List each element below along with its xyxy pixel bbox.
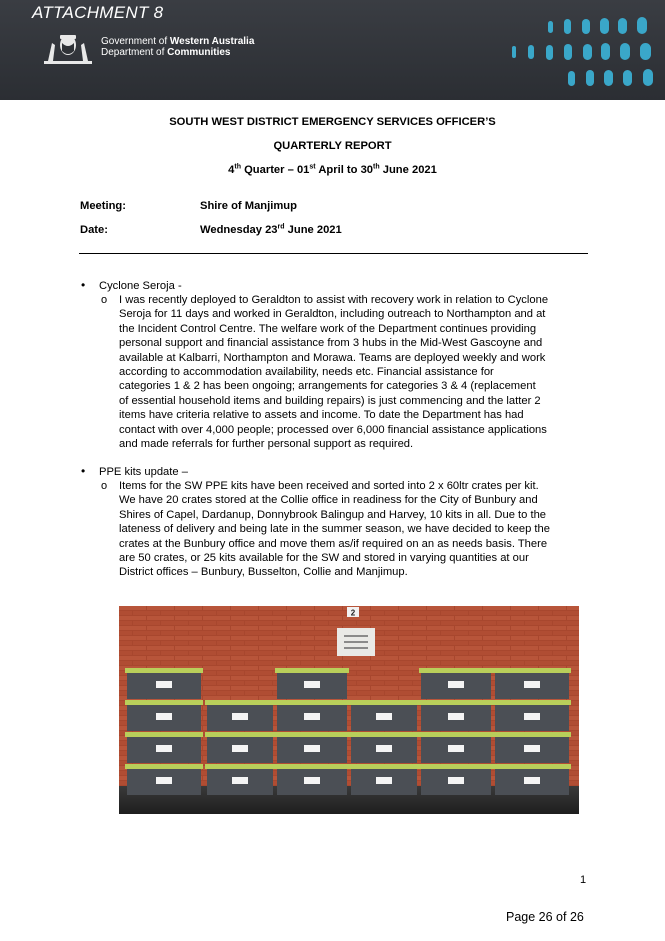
crate-lid [125,700,203,705]
report-quarter: 4th Quarter – 01st April to 30th June 2021 [228,163,437,176]
paragraph-line: and made referrals for further personal support as required. [119,438,414,451]
crate-label [156,681,172,688]
section-heading-ppe: PPE kits update – [99,466,188,478]
crate-label [448,777,464,784]
crate-lid [419,668,493,673]
crate-label [524,745,540,752]
attachment-label: ATTACHMENT 8 [32,3,164,22]
paragraph-line: contact with over 4,000 people; processed over 6,000 financial assistance applications [119,423,547,436]
crate-lid [125,732,203,737]
crate-lid [493,764,571,769]
sub-bullet-marker: o [101,480,108,492]
crate-lid [205,700,275,705]
paragraph-line: of essential household items and building repairs) is just commencing and the latter 2 [119,394,541,407]
paragraph-line: according to accommodation availability, needs etc. Financial assistance for [119,366,494,379]
paragraph-line: crates at the Bunbury office and move them as/if required on an as needs basis. There [119,537,548,550]
crate-label [524,713,540,720]
paragraph-line: Items for the SW PPE kits have been received and sorted into 2 x 60ltr crates per kit. [119,480,539,492]
crate-lid [125,764,203,769]
header-banner [0,0,665,100]
paragraph-line: Seroja for 11 days and worked in Geraldton, including outreach to Northampton and at [119,308,546,321]
paragraph-line: Shires of Capel, Dardanup, Donnybrook Balingup and Harvey, 10 kits in all. Due to the [119,508,547,521]
crate-label [156,745,172,752]
crate-label [156,777,172,784]
crate-label [376,713,392,720]
crate-lid [275,764,349,769]
bullet-marker: • [81,464,86,478]
crate-label [304,713,320,720]
crate-lid [349,764,419,769]
paragraph-line: District offices – Bunbury, Busselton, Collie and Manjimup. [119,566,408,579]
decorative-dots [0,0,665,100]
paragraph-line: the Incident Control Centre. The welfare work of the Department continues providing [119,322,537,335]
paragraph-line: I was recently deployed to Geraldton to assist with recovery work in relation to Cyclone [119,294,549,306]
crate-lid [205,764,275,769]
paragraph-line: are 50 crates, or 25 kits available for the SW and stored in varying quantities at our [119,552,529,565]
crate-lid [493,668,571,673]
door-number: 2 [350,608,356,618]
crate-lid [125,668,203,673]
crate-label [304,745,320,752]
crate-lid [493,700,571,705]
page-of-total: Page 26 of 26 [506,910,584,924]
cyclone-paragraph [119,293,587,451]
crate-label [304,777,320,784]
sub-bullet-marker: o [101,294,108,306]
paragraph-line: We have 20 crates stored at the Collie office in readiness for the City of Bunbury and [119,494,538,507]
meeting-label: Meeting: [80,200,126,212]
crate-lid [275,700,349,705]
paragraph-line: categories 1 & 2 has been ongoing; arrangements for categories 3 & 4 (replacement [119,380,536,393]
crate-label [376,745,392,752]
crate-label [304,681,320,688]
crate-lid [205,732,275,737]
crate-label [232,745,248,752]
crate-lid [419,732,493,737]
crate-label [524,681,540,688]
crate-label [232,777,248,784]
paragraph-line: lateness of delivery and being late in the summer season, we have decided to keep the [119,523,550,536]
crate-label [524,777,540,784]
report-title-line2: QUARTERLY REPORT [273,140,392,152]
paragraph-line: personal support and financial assistance from 3 hubs in the Mid-West Gascoyne and [119,337,543,350]
bullet-marker: • [81,278,86,292]
crate-label [156,713,172,720]
date-value: Wednesday 23rd June 2021 [200,223,342,236]
crate-label [376,777,392,784]
crate-lid [275,732,349,737]
date-label: Date: [80,224,108,236]
crate-lid [349,700,419,705]
divider [79,253,588,254]
crate-lid [419,764,493,769]
section-heading-cyclone: Cyclone Seroja - [99,280,182,292]
paragraph-line: items have criteria relative to assets and income. To date the Department has had [119,409,524,422]
crate-lid [419,700,493,705]
ppe-paragraph [119,479,587,580]
government-logo-text: Government of Western Australia Department of Communities [101,36,255,58]
crate-label [448,681,464,688]
crate-lid [349,732,419,737]
page-number: 1 [580,874,587,886]
crate-lid [275,668,349,673]
ppe-crates-photo [119,606,579,814]
crate-label [232,713,248,720]
meeting-value: Shire of Manjimup [200,200,297,212]
paragraph-line: available at Kalbarri, Northampton and Morawa. Teams are deployed weekly and work [119,351,546,364]
crate-lid [493,732,571,737]
crate-label [448,745,464,752]
crate-label [448,713,464,720]
report-title-line1: SOUTH WEST DISTRICT EMERGENCY SERVICES OFFICER’S [169,116,496,128]
